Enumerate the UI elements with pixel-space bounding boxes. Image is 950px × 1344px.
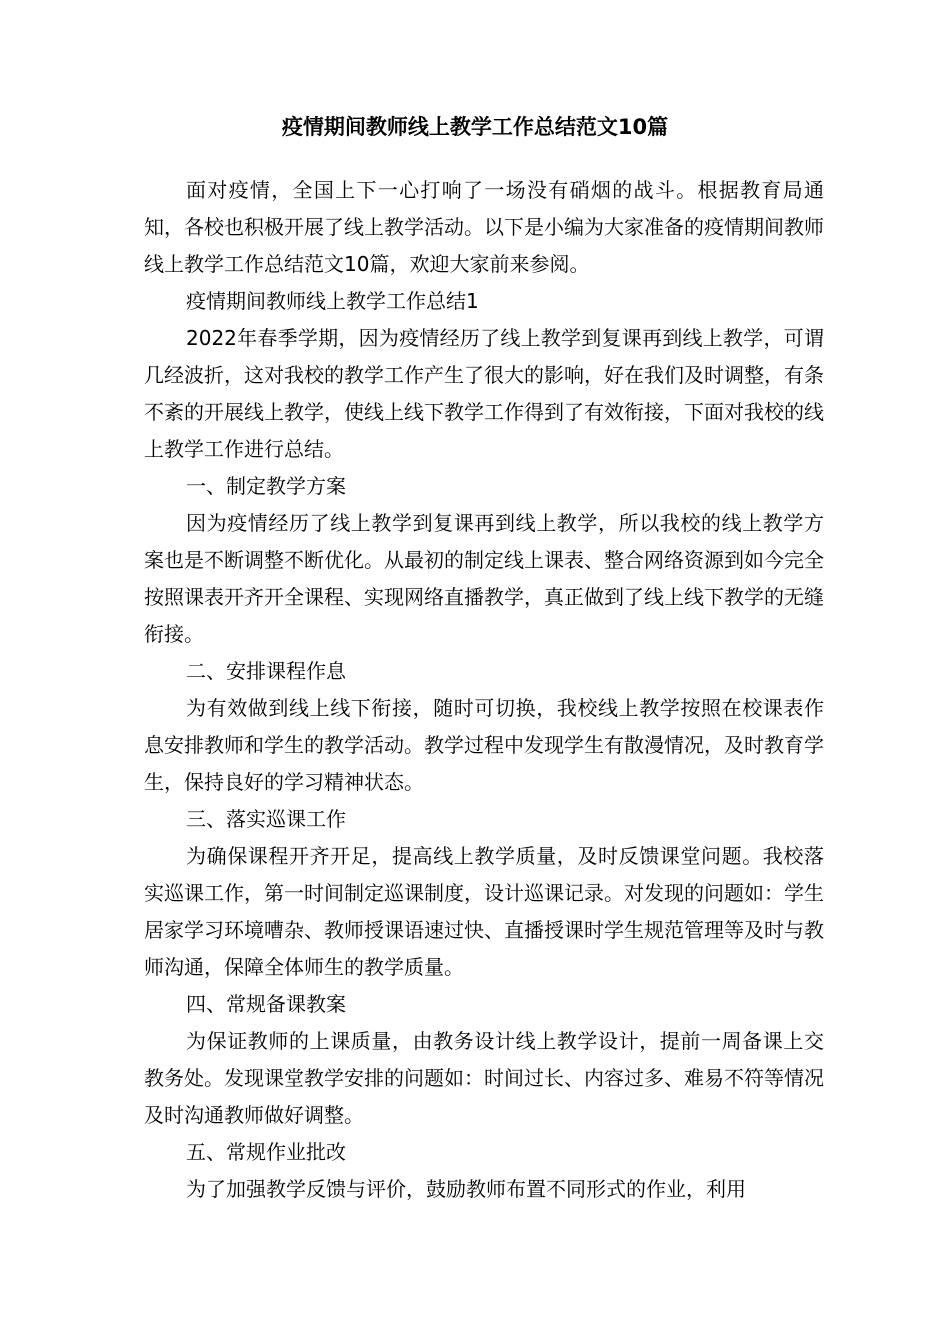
section-heading-4: 四、常规备课教案 — [186, 992, 346, 1016]
section-heading-5: 五、常规作业批改 — [186, 1140, 346, 1164]
document-title: 疫情期间教师线上教学工作总结范文10篇 — [281, 115, 669, 139]
body-paragraph: 为保证教师的上课质量，由教务设计线上教学设计，提前一周备课上交教务处。发现课堂教学安排的问题如：时间过长、内容过多、难易不符等情况及时沟通教师做好调整。 — [144, 1029, 824, 1127]
subheading-summary-1: 疫情期间教师线上教学工作总结1 — [186, 289, 479, 313]
body-paragraph: 因为疫情经历了线上教学到复课再到线上教学，所以我校的线上教学方案也是不断调整不断优化。从最初的制定线上课表、整合网络资源到如今完全按照课表开齐开全课程、实现网络直播教学，真正做到了线上线下教学的无缝衔接。 — [144, 511, 824, 646]
intro-paragraph: 面对疫情，全国上下一心打响了一场没有硝烟的战斗。根据教育局通知，各校也积极开展了线上教学活动。以下是小编为大家准备的疫情期间教师线上教学工作总结范文10篇，欢迎大家前来参阅。 — [144, 178, 824, 276]
document-body — [144, 172, 824, 1208]
section-heading-1: 一、制定教学方案 — [186, 474, 346, 498]
section-heading-3: 三、落实巡课工作 — [186, 807, 346, 831]
body-paragraph: 为有效做到线上线下衔接，随时可切换，我校线上教学按照在校课表作息安排教师和学生的教学活动。教学过程中发现学生有散漫情况，及时教育学生，保持良好的学习精神状态。 — [144, 696, 824, 794]
body-paragraph: 2022年春季学期，因为疫情经历了线上教学到复课再到线上教学，可谓几经波折，这对我校的教学工作产生了很大的影响，好在我们及时调整，有条不紊的开展线上教学，使线上线下教学工作得到了有效衔接，下面对我校的线上教学工作进行总结。 — [144, 326, 824, 461]
body-paragraph: 为确保课程开齐开足，提高线上教学质量，及时反馈课堂问题。我校落实巡课工作，第一时间制定巡课制度，设计巡课记录。对发现的问题如：学生居家学习环境嘈杂、教师授课语速过快、直播授课时学生规范管理等及时与教师沟通，保障全体师生的教学质量。 — [144, 844, 824, 979]
body-paragraph: 为了加强教学反馈与评价，鼓励教师布置不同形式的作业，利用 — [186, 1177, 746, 1201]
section-heading-2: 二、安排课程作息 — [186, 659, 346, 683]
